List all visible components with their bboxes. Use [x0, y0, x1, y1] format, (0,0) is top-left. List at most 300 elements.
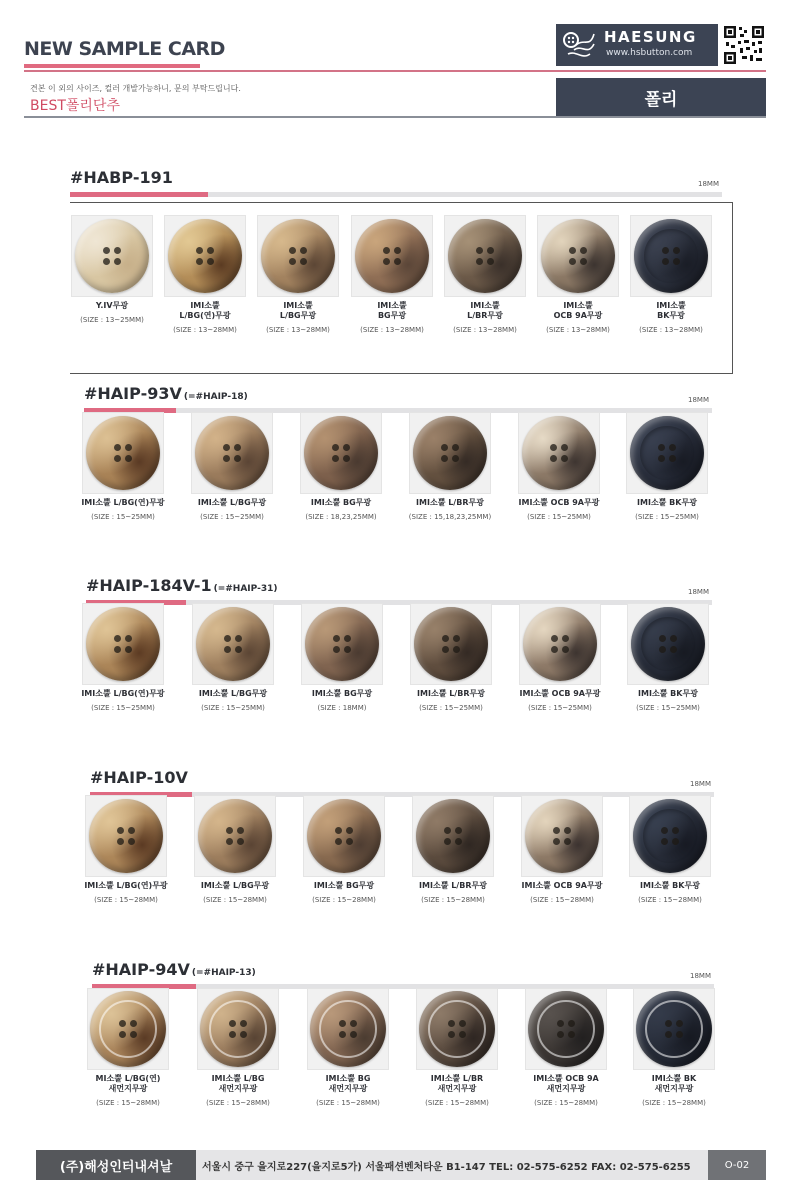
- button-hole: [335, 827, 342, 834]
- button-hole: [335, 838, 342, 845]
- button-hole: [383, 258, 390, 265]
- button-sample: [612, 412, 722, 521]
- sample-name: IMI소뿔 BK 새먼지무광: [651, 1074, 697, 1093]
- button-hole: [125, 635, 132, 642]
- button-hole: [207, 258, 214, 265]
- button-image: [196, 607, 270, 681]
- sample-swatch: [71, 215, 153, 297]
- button-sample: [511, 988, 621, 1107]
- button-hole: [226, 827, 233, 834]
- sample-size: (SIZE : 15~25MM): [635, 513, 699, 521]
- button-image: [89, 799, 163, 873]
- brand-url: www.hsbutton.com: [606, 48, 693, 58]
- button-sample: [73, 988, 183, 1107]
- sample-name: IMI소뿔 L/BG무광: [200, 881, 270, 890]
- section-title: [70, 168, 173, 187]
- button-hole: [676, 1020, 683, 1027]
- button-ring: [209, 1000, 267, 1058]
- button-hole: [235, 646, 242, 653]
- button-sample: [286, 412, 396, 521]
- button-hole: [580, 247, 587, 254]
- sample-size: (SIZE : 13~25MM): [80, 316, 144, 324]
- button-hole: [229, 1031, 236, 1038]
- button-image: [305, 607, 379, 681]
- button-image: [541, 219, 615, 293]
- sample-size: (SIZE : 15~25MM): [200, 513, 264, 521]
- sample-size: (SIZE : 15~25MM): [636, 704, 700, 712]
- sample-name: IMI소뿔 BG무광: [311, 689, 373, 698]
- button-image: [631, 607, 705, 681]
- category-divider: [24, 116, 766, 118]
- button-hole: [453, 635, 460, 642]
- section-size-note: 18MM: [688, 396, 709, 404]
- button-hole: [662, 247, 669, 254]
- sample-swatch: [627, 603, 709, 685]
- button-image: [634, 219, 708, 293]
- sample-size: (SIZE : 13~28MM): [266, 326, 330, 334]
- button-sample: [287, 603, 397, 712]
- sample-name: Y.IV무광: [95, 301, 129, 310]
- button-hole: [672, 838, 679, 845]
- button-sample: [616, 215, 726, 334]
- category-label: 폴리: [556, 78, 766, 116]
- button-hole: [658, 455, 665, 462]
- button-image: [195, 416, 269, 490]
- sample-swatch: [192, 603, 274, 685]
- sample-size: (SIZE : 15~25MM): [528, 704, 592, 712]
- button-hole: [130, 1031, 137, 1038]
- sample-size: (SIZE : 15~28MM): [94, 896, 158, 904]
- button-image: [200, 991, 276, 1067]
- section-size-note: 18MM: [690, 972, 711, 980]
- sample-name: IMI소뿔 BK무광: [637, 498, 697, 507]
- button-hole: [114, 455, 121, 462]
- sample-size: (SIZE : 15~28MM): [534, 1099, 598, 1107]
- sample-swatch: [410, 603, 492, 685]
- button-hole: [117, 827, 124, 834]
- button-hole: [103, 258, 110, 265]
- button-hole: [452, 455, 459, 462]
- button-hole: [224, 646, 231, 653]
- sample-size: (SIZE : 13~28MM): [546, 326, 610, 334]
- button-hole: [289, 258, 296, 265]
- button-image: [630, 416, 704, 490]
- button-hole: [130, 1020, 137, 1027]
- button-rim: [643, 809, 696, 862]
- qr-code-icon: [722, 24, 766, 66]
- button-hole: [114, 646, 121, 653]
- page-number: O-02: [708, 1150, 766, 1180]
- button-hole: [455, 838, 462, 845]
- button-sample: [619, 988, 729, 1107]
- button-hole: [476, 247, 483, 254]
- button-hole: [350, 1031, 357, 1038]
- button-hole: [441, 444, 448, 451]
- button-hole: [564, 838, 571, 845]
- section-alias: (=#HAIP-31): [213, 584, 278, 594]
- button-hole: [234, 455, 241, 462]
- sample-swatch: [518, 412, 600, 494]
- button-hole: [669, 444, 676, 451]
- sample-swatch: [82, 603, 164, 685]
- section-size-note: 18MM: [688, 588, 709, 596]
- button-hole: [339, 1020, 346, 1027]
- sample-name: IMI소뿔 L/BG(연)무광: [81, 689, 165, 698]
- button-hole: [459, 1020, 466, 1027]
- sample-name: IMI소뿔 OCB 9A 새먼지무광: [533, 1074, 599, 1093]
- sample-size: (SIZE : 15~25MM): [201, 704, 265, 712]
- button-image: [307, 799, 381, 873]
- sample-swatch: [257, 215, 339, 297]
- section-accent-bar: [70, 192, 208, 197]
- button-rim: [644, 229, 697, 282]
- button-hole: [476, 258, 483, 265]
- button-image: [310, 991, 386, 1067]
- sample-name: IMI소뿔 L/BR무광: [416, 498, 484, 507]
- button-hole: [659, 646, 666, 653]
- button-hole: [332, 444, 339, 451]
- button-hole: [661, 838, 668, 845]
- sample-name: IMI소뿔 L/BR 새먼지무광: [430, 1074, 484, 1093]
- button-hole: [394, 258, 401, 265]
- button-hole: [673, 258, 680, 265]
- title-underline: [24, 64, 200, 68]
- button-hole: [240, 1020, 247, 1027]
- button-image: [86, 607, 160, 681]
- sample-size: (SIZE : 13~28MM): [360, 326, 424, 334]
- sample-name: IMI소뿔 L/BG무광: [197, 498, 267, 507]
- sample-swatch: [164, 215, 246, 297]
- section-code: #HAIP-94V: [92, 960, 190, 979]
- header-divider: [24, 70, 766, 72]
- sample-swatch: [301, 603, 383, 685]
- button-hole: [300, 258, 307, 265]
- button-hole: [223, 455, 230, 462]
- sample-size: (SIZE : 15~28MM): [96, 1099, 160, 1107]
- button-sample: [505, 603, 615, 712]
- button-ring: [99, 1000, 157, 1058]
- sample-swatch: [444, 215, 526, 297]
- button-sample: [293, 988, 403, 1107]
- button-hole: [453, 646, 460, 653]
- button-hole: [196, 258, 203, 265]
- sample-size: (SIZE : 15~28MM): [312, 896, 376, 904]
- button-hole: [557, 1020, 564, 1027]
- button-image: [261, 219, 335, 293]
- button-image: [413, 416, 487, 490]
- button-hole: [223, 444, 230, 451]
- sample-size: (SIZE : 13~28MM): [639, 326, 703, 334]
- button-rim: [640, 426, 693, 479]
- button-hole: [237, 827, 244, 834]
- button-hole: [346, 827, 353, 834]
- button-sample: [177, 412, 287, 521]
- sample-swatch: [629, 795, 711, 877]
- button-hole: [662, 258, 669, 265]
- button-sample: [289, 795, 399, 904]
- brand-name: HAESUNG: [604, 28, 697, 46]
- button-ring: [645, 1000, 703, 1058]
- button-hole: [117, 838, 124, 845]
- button-hole: [672, 827, 679, 834]
- sample-name: IMI소뿔 OCB 9A무광: [521, 881, 603, 890]
- sample-swatch: [521, 795, 603, 877]
- button-image: [86, 416, 160, 490]
- sample-name: IMI소뿔 BK무광: [640, 881, 700, 890]
- button-hole: [444, 838, 451, 845]
- button-image: [304, 416, 378, 490]
- notice-text: 견본 이 외의 사이즈, 컬러 개발가능하니, 문의 부탁드립니다.: [30, 84, 241, 93]
- sample-name: IMI소뿔 BK무광: [656, 301, 686, 320]
- best-label: BEST폴리단추: [30, 98, 120, 114]
- button-hole: [333, 646, 340, 653]
- button-image: [636, 991, 712, 1067]
- sample-swatch: [194, 795, 276, 877]
- button-hole: [553, 827, 560, 834]
- button-hole: [196, 247, 203, 254]
- sample-size: (SIZE : 15~25MM): [419, 704, 483, 712]
- sample-name: IMI소뿔 L/BR무광: [417, 689, 485, 698]
- button-hole: [487, 247, 494, 254]
- button-hole: [562, 646, 569, 653]
- sample-name: IMI소뿔 L/BG 새먼지무광: [211, 1074, 265, 1093]
- section-code: #HAIP-10V: [90, 768, 188, 787]
- button-hole: [658, 444, 665, 451]
- section-size-note: 18MM: [698, 180, 719, 188]
- sample-name: MI소뿔 L/BG(연) 새먼지무광: [95, 1074, 161, 1093]
- sample-swatch: [416, 988, 498, 1070]
- sample-swatch: [412, 795, 494, 877]
- button-hole: [459, 1031, 466, 1038]
- button-hole: [673, 247, 680, 254]
- sample-size: (SIZE : 15~28MM): [425, 1099, 489, 1107]
- button-hole: [237, 838, 244, 845]
- button-hole: [119, 1020, 126, 1027]
- button-hole: [569, 258, 576, 265]
- button-sample: [68, 603, 178, 712]
- button-hole: [383, 247, 390, 254]
- button-hole: [125, 444, 132, 451]
- sample-name: IMI소뿔 OCB 9A무광: [518, 498, 600, 507]
- sample-size: (SIZE : 18,23,25MM): [305, 513, 377, 521]
- button-hole: [125, 646, 132, 653]
- button-hole: [300, 247, 307, 254]
- section-alias: (=#HAIP-13): [191, 968, 256, 978]
- button-hole: [562, 635, 569, 642]
- sample-swatch: [85, 795, 167, 877]
- sample-name: IMI소뿔 OCB 9A무광: [519, 689, 601, 698]
- button-hole: [229, 1020, 236, 1027]
- sample-name: IMI소뿔 L/BG(연)무광: [81, 498, 165, 507]
- button-hole: [448, 1020, 455, 1027]
- button-hole: [333, 635, 340, 642]
- sample-swatch: [82, 412, 164, 494]
- sample-name: IMI소뿔 BG무광: [313, 881, 375, 890]
- button-hole: [224, 635, 231, 642]
- button-hole: [235, 635, 242, 642]
- sample-name: IMI소뿔 L/BR무광: [467, 301, 503, 320]
- button-hole: [394, 247, 401, 254]
- button-hole: [128, 827, 135, 834]
- sample-size: (SIZE : 13~28MM): [173, 326, 237, 334]
- sample-swatch: [537, 215, 619, 297]
- button-image: [633, 799, 707, 873]
- button-image: [75, 219, 149, 293]
- sample-name: IMI소뿔 L/BG(연)무광: [84, 881, 168, 890]
- button-logo-icon: [560, 28, 596, 62]
- button-hole: [442, 646, 449, 653]
- sample-swatch: [300, 412, 382, 494]
- sample-size: (SIZE : 15~28MM): [203, 896, 267, 904]
- button-image: [355, 219, 429, 293]
- button-hole: [114, 247, 121, 254]
- footer-company: (주)해성인터내셔날: [36, 1150, 196, 1180]
- section-alias: (=#HAIP-18): [183, 392, 248, 402]
- button-image: [416, 799, 490, 873]
- sample-name: IMI소뿔 BK무광: [638, 689, 698, 698]
- button-sample: [507, 795, 617, 904]
- button-image: [528, 991, 604, 1067]
- button-hole: [455, 827, 462, 834]
- sample-name: IMI소뿔 BG무광: [310, 498, 372, 507]
- section-size-note: 18MM: [690, 780, 711, 788]
- button-hole: [444, 827, 451, 834]
- button-ring: [319, 1000, 377, 1058]
- button-hole: [441, 455, 448, 462]
- sample-size: (SIZE : 15~28MM): [421, 896, 485, 904]
- button-sample: [183, 988, 293, 1107]
- sample-size: (SIZE : 15~25MM): [527, 513, 591, 521]
- button-hole: [550, 455, 557, 462]
- button-sample: [68, 412, 178, 521]
- button-hole: [557, 1031, 564, 1038]
- button-sample: [398, 795, 508, 904]
- button-hole: [561, 455, 568, 462]
- sample-size: (SIZE : 15~28MM): [206, 1099, 270, 1107]
- button-hole: [240, 1031, 247, 1038]
- button-hole: [553, 838, 560, 845]
- button-hole: [659, 635, 666, 642]
- button-hole: [551, 646, 558, 653]
- button-hole: [114, 635, 121, 642]
- section-rule: [208, 192, 722, 197]
- button-sample: [71, 795, 181, 904]
- button-hole: [344, 635, 351, 642]
- button-hole: [564, 827, 571, 834]
- button-hole: [114, 258, 121, 265]
- section-title: [92, 960, 256, 979]
- section-title: [84, 384, 248, 403]
- button-image: [419, 991, 495, 1067]
- sample-swatch: [409, 412, 491, 494]
- button-hole: [442, 635, 449, 642]
- button-hole: [289, 247, 296, 254]
- button-hole: [343, 444, 350, 451]
- button-hole: [452, 444, 459, 451]
- section-title: [90, 768, 188, 787]
- sample-swatch: [87, 988, 169, 1070]
- button-hole: [226, 838, 233, 845]
- sample-size: (SIZE : 15~25MM): [91, 513, 155, 521]
- button-sample: [396, 603, 506, 712]
- sample-name: IMI소뿔 BG무광: [377, 301, 407, 320]
- button-sample: [402, 988, 512, 1107]
- button-image: [525, 799, 599, 873]
- button-hole: [343, 455, 350, 462]
- button-sample: [615, 795, 725, 904]
- sample-size: (SIZE : 15~28MM): [316, 1099, 380, 1107]
- sample-name: IMI소뿔 BG 새먼지무광: [325, 1074, 371, 1093]
- button-hole: [448, 1031, 455, 1038]
- button-hole: [676, 1031, 683, 1038]
- section-code: #HABP-191: [70, 168, 173, 187]
- sample-size: (SIZE : 15~28MM): [642, 1099, 706, 1107]
- section-title: [86, 576, 277, 595]
- footer-address: 서울시 중구 을지로227(을지로5가) 서울패션벤처타운 B1-147 TEL: 02-575-6252 FAX: 02-575-6255: [202, 1162, 691, 1173]
- button-ring: [428, 1000, 486, 1058]
- button-hole: [568, 1031, 575, 1038]
- button-hole: [332, 455, 339, 462]
- button-image: [90, 991, 166, 1067]
- sample-name: IMI소뿔 L/BG무광: [279, 301, 317, 320]
- button-hole: [670, 646, 677, 653]
- button-image: [168, 219, 242, 293]
- sample-name: IMI소뿔 L/BG무광: [198, 689, 268, 698]
- section-code: #HAIP-184V-1: [86, 576, 212, 595]
- button-hole: [207, 247, 214, 254]
- button-image: [414, 607, 488, 681]
- button-hole: [670, 635, 677, 642]
- sample-name: IMI소뿔 L/BG(연)무광: [179, 301, 231, 320]
- button-hole: [114, 444, 121, 451]
- button-hole: [119, 1031, 126, 1038]
- sample-size: (SIZE : 18MM): [317, 704, 367, 712]
- button-hole: [346, 838, 353, 845]
- sample-swatch: [525, 988, 607, 1070]
- button-ring: [537, 1000, 595, 1058]
- button-hole: [661, 827, 668, 834]
- sample-swatch: [630, 215, 712, 297]
- button-hole: [234, 444, 241, 451]
- sample-name: IMI소뿔 L/BR무광: [419, 881, 487, 890]
- button-hole: [569, 247, 576, 254]
- sample-size: (SIZE : 15,18,23,25MM): [408, 513, 492, 521]
- button-image: [198, 799, 272, 873]
- sample-swatch: [303, 795, 385, 877]
- sample-swatch: [351, 215, 433, 297]
- button-sample: [395, 412, 505, 521]
- button-sample: [180, 795, 290, 904]
- button-hole: [568, 1020, 575, 1027]
- sample-swatch: [633, 988, 715, 1070]
- button-hole: [580, 258, 587, 265]
- sample-swatch: [626, 412, 708, 494]
- button-sample: [178, 603, 288, 712]
- button-hole: [551, 635, 558, 642]
- button-hole: [128, 838, 135, 845]
- sample-swatch: [519, 603, 601, 685]
- sample-size: (SIZE : 15~25MM): [91, 704, 155, 712]
- sample-swatch: [307, 988, 389, 1070]
- sample-size: (SIZE : 15~28MM): [638, 896, 702, 904]
- button-image: [523, 607, 597, 681]
- button-hole: [339, 1031, 346, 1038]
- button-hole: [125, 455, 132, 462]
- sample-swatch: [197, 988, 279, 1070]
- button-image: [522, 416, 596, 490]
- section-code: #HAIP-93V: [84, 384, 182, 403]
- button-rim: [641, 617, 694, 670]
